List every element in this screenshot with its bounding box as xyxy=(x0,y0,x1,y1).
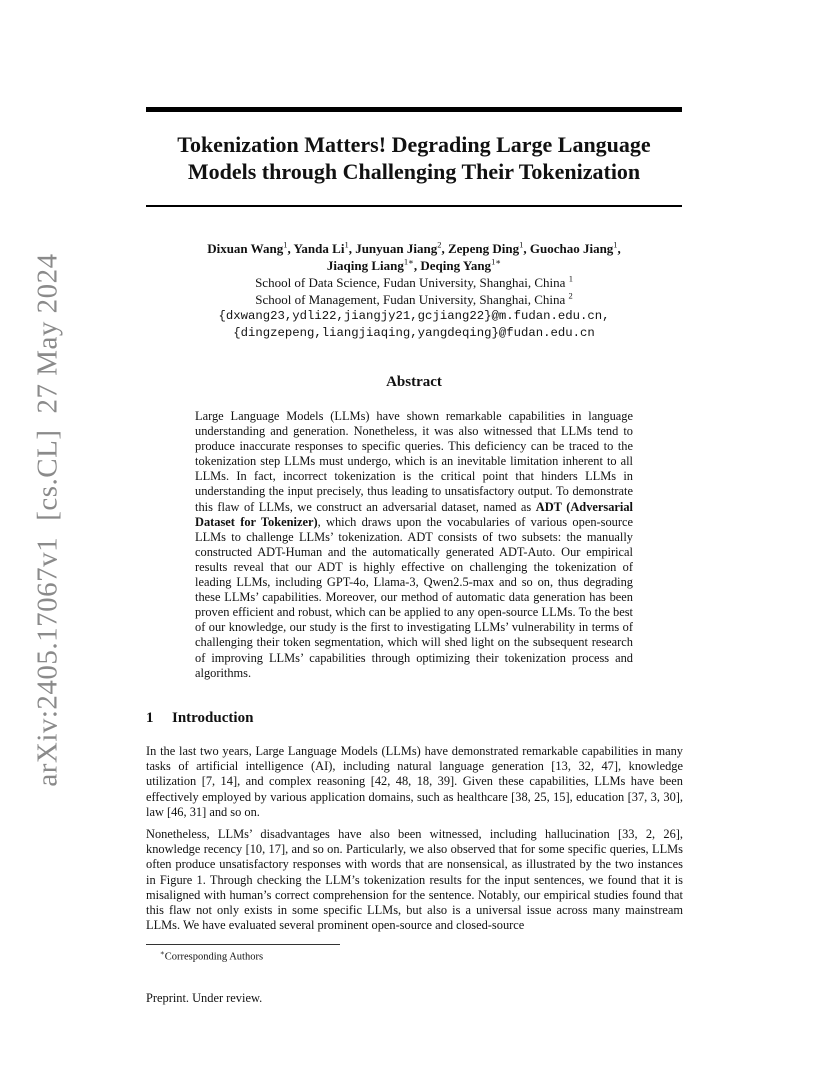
paragraph: Nonetheless, LLMs’ disadvantages have also been witnessed, including hallucination [33, 2, 26], knowledge recency [10, 17], and so on. Particularly, we also observed that for some specific queries, LLMs often produce unsatisfactory responses with words that are nonsensical, as illustrated by the two instances in Figure 1. Through checking the LLM’s tokenization results for the input sentences, we found that it is misaligned with human’s correct comprehension for the sentence. Notably, our empirical studies found that this flaw not only exists in some specific LLMs, but also is a universal issue across many mainstream LLMs. We have evaluated several prominent open-source and closed-source xyxy=(146,827,683,933)
adt-bold-term: ADT (Adversarial Dataset for Tokenizer) xyxy=(195,499,633,529)
author-affil: 2 xyxy=(437,239,442,250)
paper-title xyxy=(146,131,682,185)
affiliation-1: School of Data Science, Fudan University, Shanghai, China $^1$ xyxy=(255,273,573,290)
section-heading-introduction xyxy=(146,710,253,727)
email-line-1: {dxwang23,ydli22,jiangjy21,gcjiang22}@m.fudan.edu.cn, xyxy=(218,309,610,323)
author-name: Junyuan Jiang xyxy=(355,241,438,256)
arxiv-id: arXiv:2405.17067v1 xyxy=(31,536,64,787)
author-name: Yanda Li xyxy=(293,241,345,256)
introduction-body xyxy=(146,744,683,940)
author-affil: 1 xyxy=(519,239,524,250)
title-line-2: Models through Challenging Their Tokenization xyxy=(187,159,641,184)
author-name: Zepeng Ding xyxy=(447,241,520,256)
paragraph: In the last two years, Large Language Models (LLMs) have demonstrated remarkable capabilities in many tasks of artificial intelligence (AI), including natural language generation [13, 32, 47], knowledge utilization [7, 14], and complex reasoning [42, 48, 18, 39]. Given these capabilities, LLMs have been effectively employed by various application domains, such as healthcare [38, 25, 15], education [37, 3, 30], law [46, 31] and so on. xyxy=(146,744,683,819)
footnote-rule xyxy=(146,944,340,945)
preprint-note: Preprint. Under review. xyxy=(146,991,263,1005)
author-name: Deqing Yang xyxy=(420,258,492,273)
abstract-heading: Abstract xyxy=(386,374,442,390)
author-affil: 1 xyxy=(283,239,288,250)
footnote-mark: ∗ xyxy=(160,949,165,957)
section-number: 1 xyxy=(146,710,154,726)
footnote xyxy=(160,949,263,963)
author-line-2: Jiaqing Liang$^{1∗}$, Deqing Yang$^{1∗}$ xyxy=(326,256,502,273)
arxiv-stamp xyxy=(32,245,65,794)
author-name: Guochao Jiang xyxy=(529,241,614,256)
arxiv-date: 27 May 2024 xyxy=(31,253,64,414)
author-affil: 1 xyxy=(344,239,349,250)
author-name: Dixuan Wang xyxy=(207,241,284,256)
affiliation-2: School of Management, Fudan University, Shanghai, China $^2$ xyxy=(255,290,573,307)
author-block xyxy=(146,240,682,342)
title-line-1: Tokenization Matters! Degrading Large Language xyxy=(177,132,651,157)
author-affil: 1 xyxy=(613,239,618,250)
title-bottom-rule xyxy=(146,205,682,207)
author-affil: 1∗ xyxy=(403,256,414,267)
abstract-body: Large Language Models (LLMs) have shown remarkable capabilities in language understanding and generation. Nonetheless, it was also witnessed that LLMs tend to produce inaccurate responses to specific queries. This deficiency can be traced to the tokenization step LLMs must undergo, which is an inevitable limitation inherent to all LLMs. In fact, incorrect tokenization is the critical point that hinders LLMs in understanding the input precisely, thus leading to unsatisfactory output. To demonstrate this flaw of LLMs, we construct an adversarial dataset, named as ADT (Adversarial Dataset for Tokenizer), which draws upon the vocabularies of various open-source LLMs to challenge LLMs’ tokenization. ADT consists of two subsets: the manually constructed ADT-Human and the automatically generated ADT-Auto. Our empirical results reveal that our ADT is highly effective on challenging the tokenization of leading LLMs, including GPT-4o, Llama-3, Qwen2.5-max and so on, thus degrading these LLMs’ capabilities. Moreover, our method of automatic data generation has been proven efficient and robust, which can be applied to any open-source LLMs. To the best of our knowledge, our study is the first to investigating LLMs’ vulnerability in terms of challenging their token segmentation, which will shed light on the subsequent research of improving LLMs’ capabilities through optimizing their tokenization process and algorithms. xyxy=(195,409,633,680)
author-name: Jiaqing Liang xyxy=(326,258,404,273)
author-line-1: Dixuan Wang$^1$, Yanda Li$^1$, Junyuan Jiang$^2$, Zepeng Ding$^1$, Guochao Jiang$^1$, xyxy=(207,239,621,256)
arxiv-category: [cs.CL] xyxy=(31,429,64,521)
title-top-rule xyxy=(146,107,682,112)
author-affil: 1∗ xyxy=(491,256,502,267)
footnote-text: Corresponding Authors xyxy=(164,951,264,963)
email-line-2: {dingzepeng,liangjiaqing,yangdeqing}@fudan.edu.cn xyxy=(233,326,595,340)
section-title: Introduction xyxy=(172,710,254,726)
